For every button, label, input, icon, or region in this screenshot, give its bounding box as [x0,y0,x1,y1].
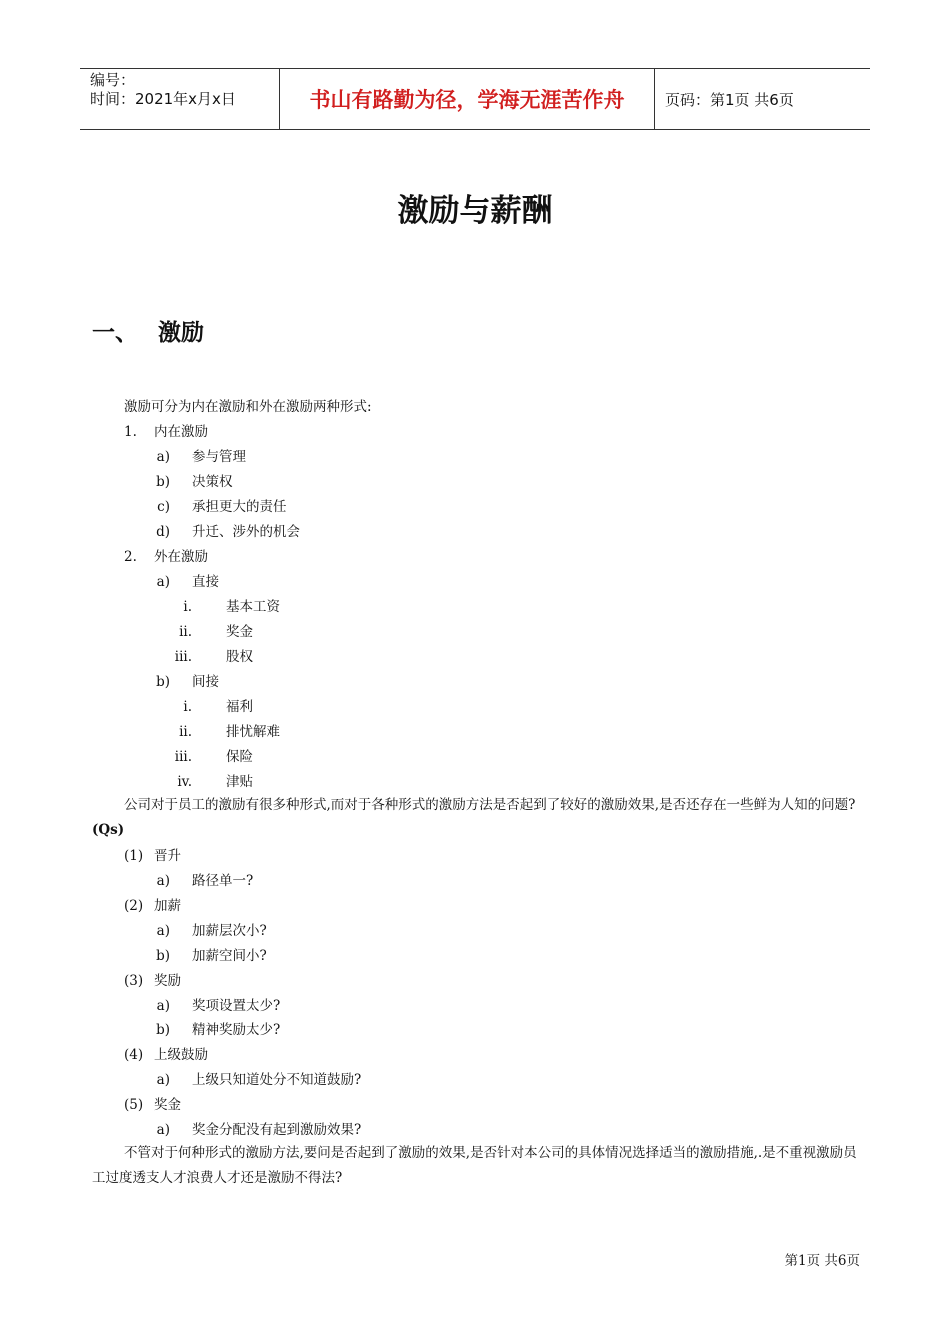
list-item: 排忧解难 [226,724,280,740]
list-marker: i. [183,599,192,615]
list-marker: a) [156,1072,170,1088]
list-item: 加薪层次小? [192,923,267,939]
header-meta [80,69,280,129]
header-motto: 书山有路勤为径，学海无涯苦作舟 [280,69,655,129]
list-marker: b) [156,1022,170,1038]
list-item: 上级只知道处分不知道鼓励? [192,1072,362,1088]
list-item: 奖金分配没有起到激励效果? [192,1122,362,1138]
list-item: 加薪空间小? [192,948,267,964]
list-marker: a) [156,1122,170,1138]
list-marker: (4) [124,1047,144,1063]
number-label: 编号： [90,71,136,89]
list-marker: i. [183,699,192,715]
list-item: 晋升 [154,848,181,864]
section-heading [92,314,204,347]
list-item: 基本工资 [226,599,280,615]
list-marker: c) [157,499,170,515]
paragraph: 不管对于何种形式的激励方法,要问是否起到了激励的效果,是否针对本公司的具体情况选择适当的激励措施,.是不重视激励员工过度透支人才浪费人才还是激励不得法? [92,1145,857,1186]
list-item: 直接 [192,574,219,590]
list-item: 保险 [226,749,253,765]
list-item: 津贴 [226,774,253,790]
list-marker: a) [156,998,170,1014]
paragraph-text: 公司对于员工的激励有很多种形式,而对于各种形式的激励方法是否起到了较好的激励效果,是否还存在一些鲜为人知的问题? [124,797,856,813]
list-marker: ii. [179,724,192,740]
list-item: 奖项设置太少? [192,998,281,1014]
list-marker: (2) [124,898,144,914]
list-marker: (5) [124,1097,144,1113]
list-item: 参与管理 [192,449,246,465]
list-marker: iii. [174,749,192,765]
page-header [80,68,870,130]
list-item: 上级鼓励 [154,1047,208,1063]
list-marker: a) [156,574,170,590]
list-item: 奖励 [154,973,181,989]
list-marker: d) [156,524,170,540]
time-label: 时间：2021年x月x日 [90,90,236,108]
list-marker: 1. [124,424,137,440]
list-marker: iv. [177,774,192,790]
list-marker: iii. [174,649,192,665]
paragraph-bold: (Qs) [92,822,125,838]
paragraph [92,793,862,843]
list-item: 升迁、涉外的机会 [192,524,300,540]
list-item: 承担更大的责任 [192,499,287,515]
list-item: 决策权 [192,474,233,490]
list-marker: b) [156,948,170,964]
section-label: 激励 [158,320,204,346]
list-item: 外在激励 [154,549,208,565]
document-title: 激励与薪酬 [397,193,553,229]
list-marker: a) [156,923,170,939]
list-marker: (1) [124,848,144,864]
list-marker: a) [156,449,170,465]
list-marker: b) [156,674,170,690]
intro-text: 激励可分为内在激励和外在激励两种形式: [124,399,372,415]
list-marker: a) [156,873,170,889]
list-item: 内在激励 [154,424,208,440]
section-number: 一、 [92,320,138,346]
list-item: 福利 [226,699,253,715]
list-item: 加薪 [154,898,181,914]
list-marker: b) [156,474,170,490]
list-marker: 2. [124,549,137,565]
list-item: 股权 [226,649,253,665]
list-item: 间接 [192,674,219,690]
list-item: 路径单一? [192,873,254,889]
list-marker: ii. [179,624,192,640]
list-item: 奖金 [154,1097,181,1113]
list-item: 精神奖励太少? [192,1022,281,1038]
page-footer: 第1页 共6页 [784,1253,860,1269]
header-page-info: 页码：第1页 共6页 [665,90,794,109]
list-item: 奖金 [226,624,253,640]
list-marker: (3) [124,973,144,989]
